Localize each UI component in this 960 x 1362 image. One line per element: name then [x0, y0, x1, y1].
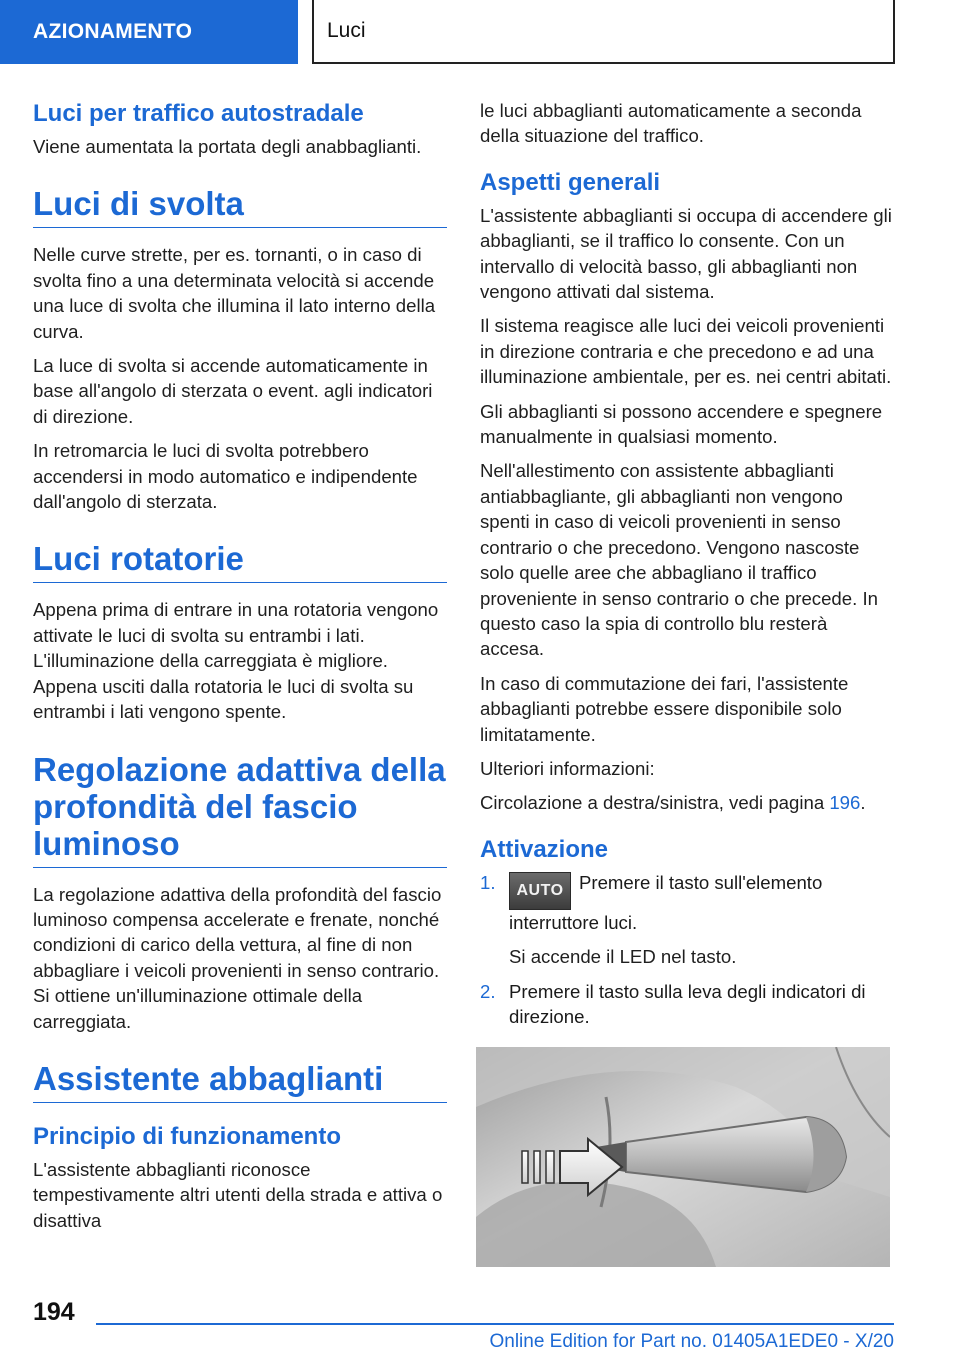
paragraph-cornering-2: La luce di svolta si accende automaticamente in base all'angolo di sterzata o event. agli indicatori di direzione.	[33, 355, 433, 427]
heading-adaptive-headlight-range: Regolazione adattiva della profondità del fascio luminoso	[33, 751, 447, 868]
activation-steps	[480, 870, 896, 1030]
left-column	[33, 98, 447, 1242]
list-item	[480, 870, 896, 970]
heading-activation: Attivazione	[480, 835, 609, 863]
page-number: 194	[33, 1298, 75, 1326]
heading-cornering-lights: Luci di svolta	[33, 185, 447, 228]
paragraph-cornering-3: In retromarcia le luci di svolta potrebbero accendersi in modo automatico e indipendente dall'angolo di sterzata.	[33, 440, 418, 513]
step-text: Premere il tasto sulla leva degli indicatori di direzione.	[509, 980, 866, 1027]
heading-high-beam-assistant: Assistente abbaglianti	[33, 1060, 447, 1103]
paragraph-general-7	[480, 790, 896, 815]
paragraph-general-6: Ulteriori informazioni:	[480, 757, 655, 779]
step-number: 2.	[480, 980, 496, 1002]
heading-general: Aspetti generali	[480, 168, 661, 196]
step-text: Premere il tasto sull'elemento interruttore luci.	[509, 871, 823, 933]
auto-button-icon: AUTO	[509, 872, 571, 910]
heading-operating-principle: Principio di funzionamento	[33, 1122, 341, 1150]
paragraph-highway-lights: Viene aumentata la portata degli anabbaglianti.	[33, 136, 422, 157]
paragraph-general-3: Gli abbaglianti si possono accendere e spegnere manualmente in qualsiasi momento.	[480, 400, 883, 448]
paragraph-roundabout: Appena prima di entrare in una rotatoria vengono attivate le luci di svolta su entrambi i lati. L'illuminazione della carreggiata è migliore. Appena usciti dalla rotatoria le luci di svolta su entrambi i lati vengono spente.	[33, 599, 439, 723]
chapter-title-tab[interactable]: Luci	[312, 0, 895, 64]
step-subtext: Si accende il LED nel tasto.	[509, 946, 737, 968]
footer-divider	[96, 1323, 894, 1325]
turn-signal-stalk-illustration	[476, 1047, 890, 1267]
page-link[interactable]: 196	[829, 792, 861, 814]
heading-highway-lights: Luci per traffico autostradale	[33, 100, 364, 127]
paragraph-principle: L'assistente abbaglianti riconosce tempestivamente altri utenti della strada e attiva o disattiva	[33, 1158, 443, 1231]
footer-edition: Online Edition for Part no. 01405A1EDE0 - X/20	[489, 1331, 894, 1352]
right-column	[480, 98, 896, 1038]
heading-roundabout-lights: Luci rotatorie	[33, 540, 447, 583]
paragraph-general-1: L'assistente abbaglianti si occupa di accendere gli abbaglianti, se il traffico lo consente. Con un intervallo di velocità basso, gli abbaglianti non vengono attivati dal sistema.	[480, 204, 892, 303]
step-number: 1.	[480, 871, 496, 893]
cross-ref-end: .	[860, 792, 866, 814]
paragraph-cornering-1: Nelle curve strette, per es. tornanti, o in caso di svolta fino a una determinata velocità si accende una luce di svolta che illumina il lato interno della curva.	[33, 244, 436, 342]
paragraph-general-2: Il sistema reagisce alle luci dei veicoli provenienti in direzione contraria e che precedono e ad una illuminazione ambientale, per es. nei centri abitati.	[480, 315, 892, 388]
list-item	[480, 979, 896, 1030]
paragraph-principle-continued: le luci abbaglianti automaticamente a seconda della situazione del traffico.	[480, 100, 862, 147]
chapter-section-tab[interactable]: AZIONAMENTO	[0, 0, 298, 64]
paragraph-general-4: Nell'allestimento con assistente abbaglianti antiabbagliante, gli abbaglianti non vengono spenti in caso di veicoli provenienti in senso contrario o che precedono. Vengono nascoste solo quelle aree che abbagliano il traffico proveniente in senso contrario o che precede. In questo caso la spia di controllo blu resterà accesa.	[480, 460, 878, 660]
paragraph-general-5: In caso di commutazione dei fari, l'assistente abbaglianti potrebbe essere disponibile solo limitatamente.	[480, 672, 849, 745]
cross-ref-text: Circolazione a destra/sinistra, vedi pagina	[480, 792, 830, 814]
paragraph-adaptive: La regolazione adattiva della profondità del fascio luminoso compensa accelerate e frenate, nonché condizioni di carico della vettura, al fine di non abbagliare i veicoli provenienti in senso contrario. Si ottiene un'illuminazione ottimale della carreggiata.	[33, 883, 442, 1032]
